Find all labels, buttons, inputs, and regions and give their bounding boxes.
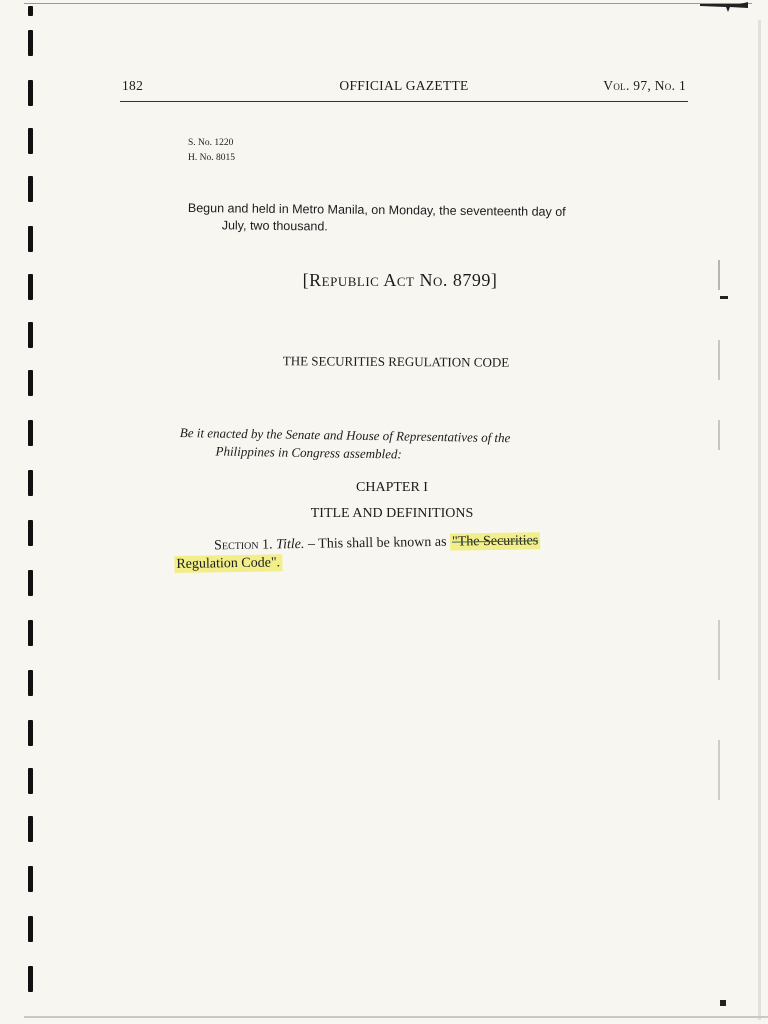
enacting-line-2: Philippines in Congress assembled: (215, 443, 402, 462)
running-head (120, 78, 688, 100)
senate-bill-number: S. No. 1220 (188, 138, 234, 148)
volume-issue: Vol. 97, No. 1 (603, 78, 686, 93)
bill-numbers (188, 136, 235, 166)
enacting-line-1: Be it enacted by the Senate and House of Representatives of the (179, 424, 511, 446)
binding-mark (28, 80, 33, 106)
binding-mark (28, 322, 33, 348)
highlighted-quote-part-2 (174, 554, 282, 573)
binding-mark (28, 966, 33, 992)
section-text: – This shall be known as (304, 534, 451, 552)
binding-mark (28, 620, 33, 646)
section-label: Section (214, 537, 259, 554)
publication-name: OFFICIAL GAZETTE (339, 78, 469, 93)
binding-mark (28, 176, 33, 202)
binding-mark (28, 570, 33, 596)
binding-mark (28, 128, 33, 154)
binding-mark (28, 226, 33, 252)
quote-part-2: Regulation Code" (176, 555, 277, 572)
scan-top-edge (24, 3, 752, 4)
binding-mark (28, 370, 33, 396)
page-number: 182 (122, 78, 144, 93)
binding-mark (28, 274, 33, 300)
chapter-label: CHAPTER I (356, 480, 428, 495)
session-statement (188, 200, 628, 239)
section-heading: Title. (275, 536, 305, 553)
session-line-1: Begun and held in Metro Manila, on Monday, the seventeenth day of (187, 200, 566, 219)
binding-mark (28, 470, 33, 496)
enacting-clause (179, 424, 620, 467)
act-title: [Republic Act No. 8799] (302, 270, 498, 290)
section-number: 1. (261, 537, 273, 553)
binding-mark (28, 30, 33, 56)
binding-mark (28, 720, 33, 746)
section-end: . (276, 555, 281, 571)
house-bill-number: H. No. 8015 (188, 153, 235, 163)
scan-right-edge (758, 20, 761, 1020)
binding-margin (22, 0, 40, 1024)
header-rule (120, 101, 688, 102)
binding-mark (28, 866, 33, 892)
binding-mark (28, 670, 33, 696)
binding-mark (28, 520, 33, 546)
session-line-2: July, two thousand. (221, 218, 328, 234)
scan-noise (716, 260, 726, 1010)
binding-mark (28, 916, 33, 942)
chapter-title: TITLE AND DEFINITIONS (310, 506, 474, 521)
binding-mark (28, 816, 33, 842)
code-title: THE SECURITIES REGULATION CODE (282, 353, 510, 370)
binding-mark (28, 420, 33, 446)
highlighted-quote-part-1: "The Securities (450, 532, 540, 550)
section-1 (174, 531, 615, 574)
scan-corner-mark (700, 0, 750, 14)
binding-mark (28, 6, 33, 16)
scan-bottom-edge (24, 1016, 768, 1018)
binding-mark (28, 768, 33, 794)
